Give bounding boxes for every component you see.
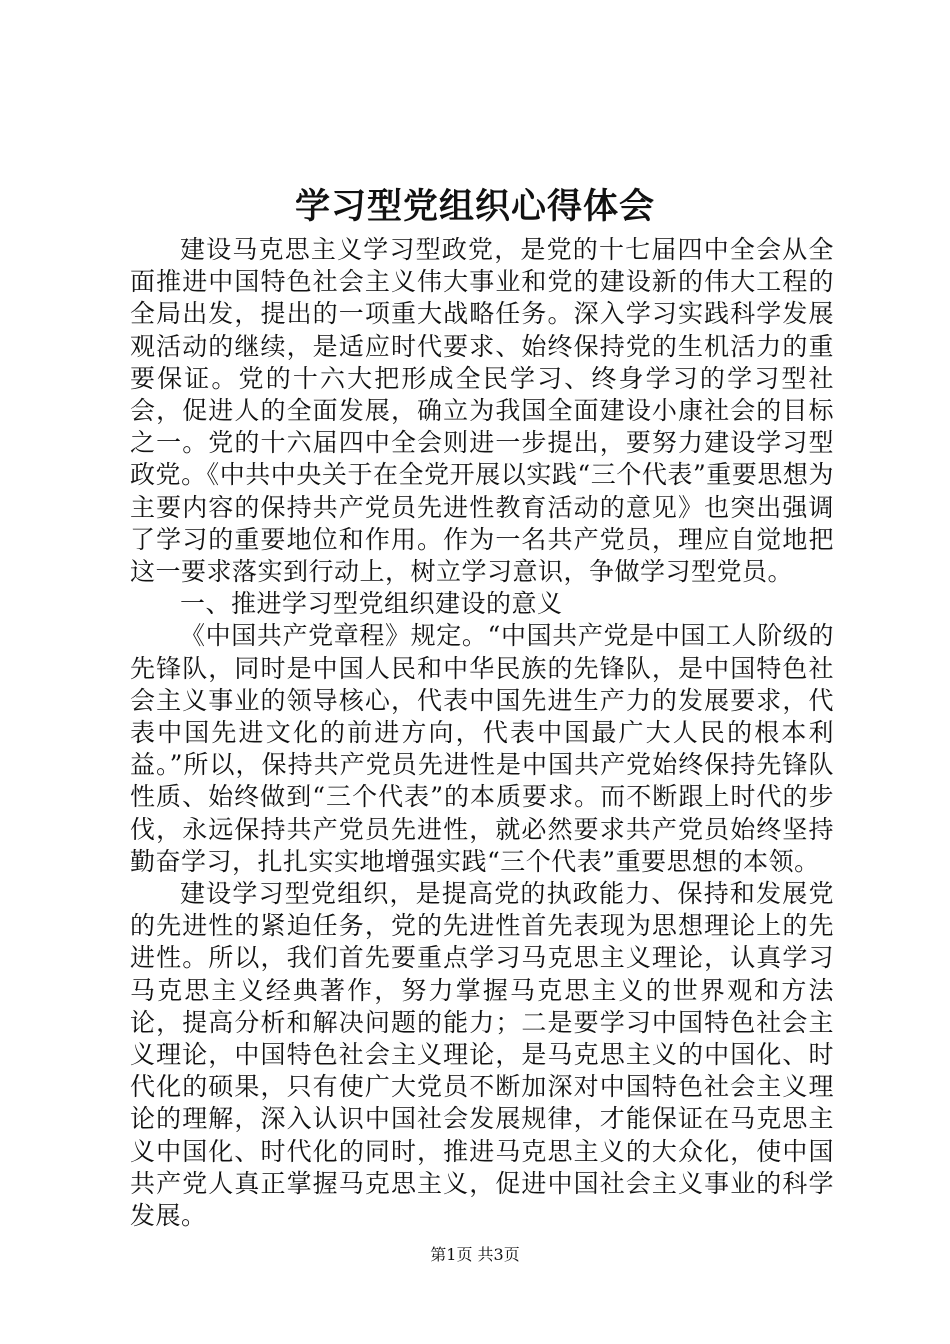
paragraph-learning-organization: 建设学习型党组织，是提高党的执政能力、保持和发展党的先进性的紧迫任务，党的先进性首先表现为思想理论上的先进性。所以，我们首先要重点学习马克思主义理论，认真学习马克思主义经典著作，努力掌握马克思主义的世界观和方法论，提高分析和解决问题的能力；二是要学习中国特色社会主义理论，中国特色社会主义理论，是马克思主义的中国化、时代化的硕果，只有使广大党员不断加深对中国特色社会主义理论的理解，深入认识中国社会发展规律，才能保证在马克思主义中国化、时代化的同时，推进马克思主义的大众化，使中国共产党人真正掌握马克思主义，促进中国社会主义事业的科学发展。 [130, 879, 834, 1231]
document-body [130, 234, 834, 1232]
paragraph-intro: 建设马克思主义学习型政党，是党的十七届四中全会从全面推进中国特色社会主义伟大事业和党的建设新的伟大工程的全局出发，提出的一项重大战略任务。深入学习实践科学发展观活动的继续，是适应时代要求、始终保持党的生机活力的重要保证。党的十六大把形成全民学习、终身学习的学习型社会，促进人的全面发展，确立为我国全面建设小康社会的目标之一。党的十六届四中全会则进一步提出，要努力建设学习型政党。《中共中央关于在全党开展以实践“三个代表”重要思想为主要内容的保持共产党员先进性教育活动的意见》也突出强调了学习的重要地位和作用。作为一名共产党员，理应自觉地把这一要求落实到行动上，树立学习意识，争做学习型党员。 [130, 235, 834, 587]
page-number-footer: 第1页 共3页 [430, 1245, 520, 1264]
paragraph-party-constitution: 《中国共产党章程》规定。“中国共产党是中国工人阶级的先锋队，同时是中国人民和中华民族的先锋队，是中国特色社会主义事业的领导核心，代表中国先进生产力的发展要求，代表中国先进文化的前进方向，代表中国最广大人民的根本利益。”所以，保持共产党员先进性是中国共产党始终保持先锋队性质、始终做到“三个代表”的本质要求。而不断跟上时代的步伐，永远保持共产党员先进性，就必然要求共产党员始终坚持勤奋学习，扎扎实实地增强实践“三个代表”重要思想的本领。 [130, 621, 834, 876]
section-heading-1: 一、推进学习型党组织建设的意义 [180, 589, 563, 619]
document-title: 学习型党组织心得体会 [294, 187, 655, 227]
